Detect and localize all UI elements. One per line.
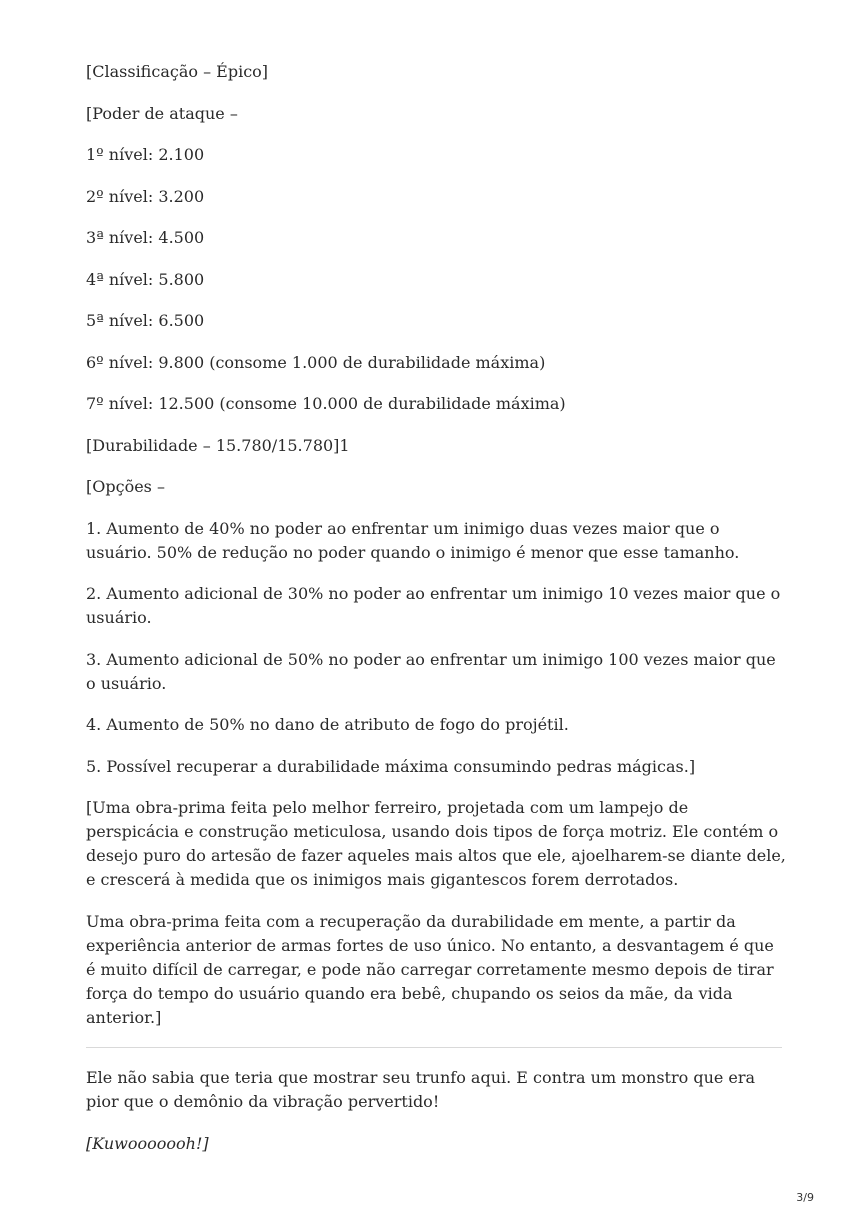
options-heading: [Opções –	[86, 477, 165, 496]
narration-paragraph: Ele não sabia que teria que mostrar seu trunfo aqui. E contra um monstro que era pior que o demônio da vibração pervertido!	[86, 1068, 756, 1111]
level-5-line: 5ª nível: 6.500	[86, 311, 205, 330]
option-5: 5. Possível recuperar a durabilidade máxima consumindo pedras mágicas.]	[86, 756, 696, 776]
shout-line: [Kuwooooooh!]	[86, 1133, 209, 1153]
description-paragraph-1: [Uma obra-prima feita pelo melhor ferreiro, projetada com um lampejo de perspicácia e construção meticulosa, usando dois tipos de força motriz. Ele contém o desejo puro do artesão de fazer aqueles mais altos que ele, ajoelharem-se diante dele, e crescerá à medida que os inimigos mais gigantescos forem derrotados.	[86, 798, 786, 889]
level-6-line: 6º nível: 9.800 (consome 1.000 de durabilidade máxima)	[86, 352, 546, 372]
attack-power-heading: [Poder de ataque –	[86, 103, 238, 123]
section-divider	[86, 1047, 782, 1048]
level-1-line: 1º nível: 2.100	[86, 145, 205, 164]
document-page	[86, 60, 786, 1173]
level-4-line: 4ª nível: 5.800	[86, 269, 205, 289]
option-3: 3. Aumento adicional de 50% no poder ao enfrentar um inimigo 100 vezes maior que o usuário.	[86, 649, 776, 693]
durability-line: [Durabilidade – 15.780/15.780]1	[86, 435, 350, 455]
description-paragraph-2: Uma obra-prima feita com a recuperação da durabilidade em mente, a partir da experiência anterior de armas fortes de uso único. No entanto, a desvantagem é que é muito difícil de carregar, e pode não carregar corretamente mesmo depois de tirar força do tempo do usuário quando era bebê, chupando os seios da mãe, da vida anterior.]	[86, 911, 774, 1027]
option-1: 1. Aumento de 40% no poder ao enfrentar um inimigo duas vezes maior que o usuário. 50% de redução no poder quando o inimigo é menor que esse tamanho.	[86, 518, 740, 562]
level-2-line: 2º nível: 3.200	[86, 186, 205, 206]
level-3-line: 3ª nível: 4.500	[86, 228, 205, 247]
classification-line: [Classificação – Épico]	[86, 62, 269, 81]
option-2: 2. Aumento adicional de 30% no poder ao enfrentar um inimigo 10 vezes maior que o usuário.	[86, 584, 781, 627]
option-4: 4. Aumento de 50% no dano de atributo de fogo do projétil.	[86, 715, 569, 734]
level-7-line: 7º nível: 12.500 (consome 10.000 de durabilidade máxima)	[86, 394, 566, 413]
page-number: 3/9	[796, 1191, 814, 1204]
